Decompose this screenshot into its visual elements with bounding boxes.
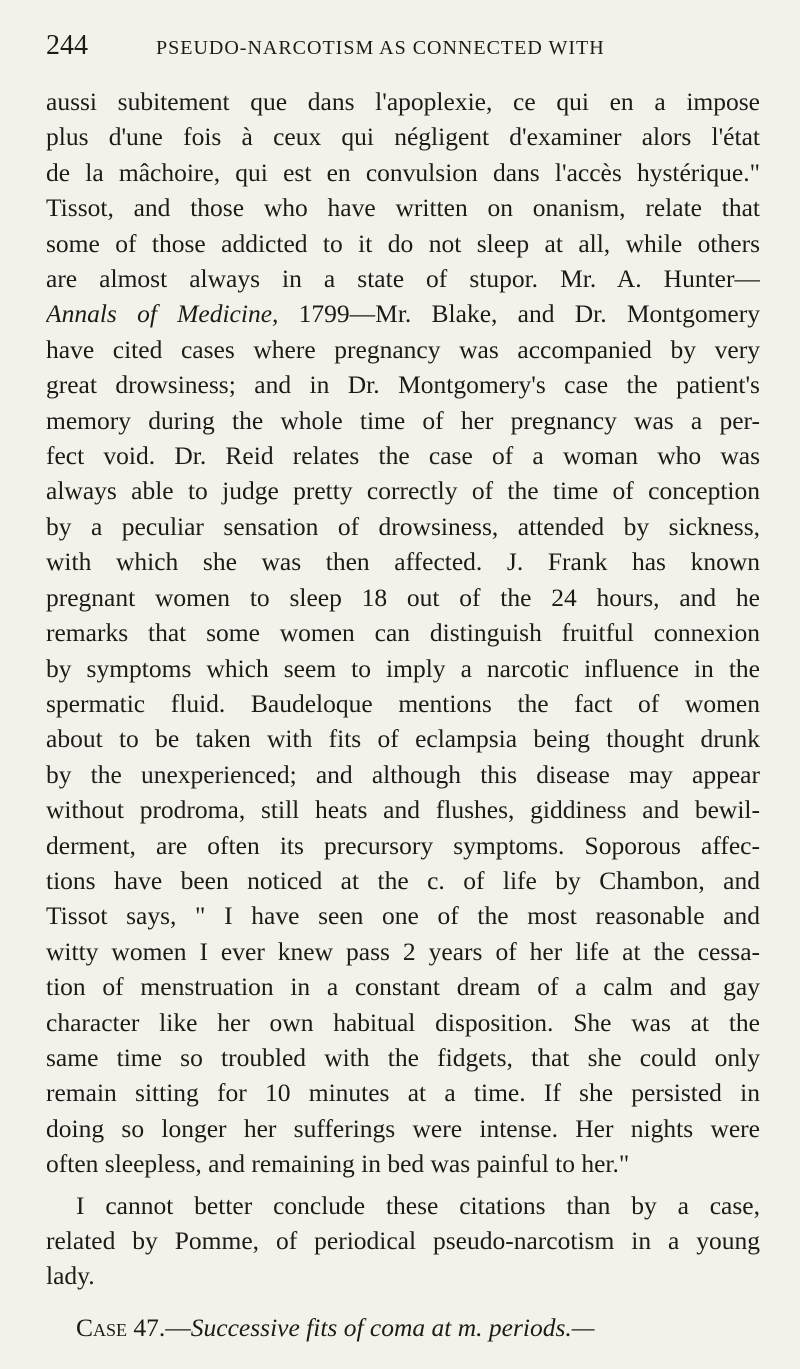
text-line: remarks that some women can distinguish fruitful connexion [46,618,760,648]
journal-title: Annals of Medicine, [46,299,279,329]
text-line: fect void. Dr. Reid relates the case of a woman who was [46,441,760,471]
running-head: PSEUDO-NARCOTISM AS CONNECTED WITH [156,37,605,59]
text-line: without prodroma, still heats and flushes, giddiness and bewil- [46,795,760,825]
text-line: plus d'une fois à ceux qui négligent d'examiner alors l'état [46,122,760,152]
text-line: often sleepless, and remaining in bed was painful to her." [46,1149,630,1179]
text-line: tion of menstruation in a constant dream of a calm and gay [46,972,760,1002]
text-line: tions have been noticed at the c. of life by Chambon, and [46,865,760,895]
text-line: about to be taken with fits of eclampsia being thought drunk [46,724,760,754]
text-line: by a peculiar sensation of drowsiness, attended by sickness, [46,511,760,541]
text-line: have cited cases where pregnancy was accompanied by very [46,334,760,364]
text-line: some of those addicted to it do not sleep at all, while others [46,228,760,258]
text-line: by symptoms which seem to imply a narcotic influence in the [46,653,760,683]
case-heading [46,1310,760,1345]
text-line: lady. [46,1261,95,1291]
text-line: aussi subitement que dans l'apoplexie, ce qui en a impose [46,87,760,116]
text-line: doing so longer her sufferings were intense. Her nights were [46,1113,760,1143]
text-line [46,296,760,331]
text-line: de la mâchoire, qui est en convulsion dans l'accès hystérique." [46,157,760,187]
page-header [46,30,760,74]
text-line: character like her own habitual disposition. She was at the [46,1007,760,1037]
paragraph-2 [46,1188,760,1294]
text-line: same time so troubled with the fidgets, that she could only [46,1042,760,1072]
text-line: related by Pomme, of periodical pseudo-narcotism in a young [46,1226,760,1255]
text-line: with which she was then affected. J. Frank has known [46,547,760,577]
text-line: Tissot, and those who have written on onanism, relate that [46,193,760,223]
paragraph-1 [46,84,760,1182]
text-line: I cannot better conclude these citations than by a case, [76,1190,760,1220]
text-line: pregnant women to sleep 18 out of the 24 hours, and he [46,582,760,612]
text-line: derment, are often its precursory symptoms. Soporous affec- [46,830,760,860]
text-line: great drowsiness; and in Dr. Montgomery's case the patient's [46,370,760,400]
text-line: memory during the whole time of her pregnancy was a per- [46,405,760,435]
body-text [46,84,760,1345]
page-number: 244 [46,30,88,61]
text-line: remain sitting for 10 minutes at a time. If she persisted in [46,1078,760,1108]
case-title: Successive fits of coma at m. periods.— [190,1312,595,1342]
text-line: always able to judge pretty correctly of the time of conception [46,476,760,506]
text-line: by the unexperienced; and although this disease may appear [46,759,760,789]
case-label: Case 47.— [76,1312,191,1342]
text-line: Tissot says, " I have seen one of the most reasonable and [46,901,760,931]
text-line: witty women I ever knew pass 2 years of her life at the cessa- [46,936,760,966]
text-line: are almost always in a state of stupor. Mr. A. Hunter— [46,264,760,294]
text-line: spermatic fluid. Baudeloque mentions the fact of women [46,688,760,718]
text-line-rest: 1799—Mr. Blake, and Dr. Montgomery [278,299,760,329]
